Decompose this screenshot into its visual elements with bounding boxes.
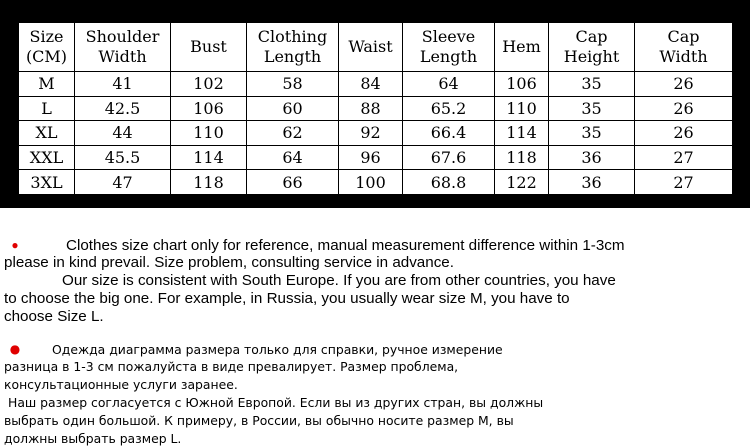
table-cell: 60 [247, 96, 339, 121]
table-cell: 62 [247, 121, 339, 146]
table-cell: 26 [635, 72, 733, 97]
table-cell: 36 [549, 145, 635, 170]
size-label-cell: M [19, 72, 75, 97]
table-cell: 36 [549, 170, 635, 195]
table-cell: 47 [75, 170, 171, 195]
table-cell: 106 [495, 72, 549, 97]
table-header-cell: Cap Height [549, 23, 635, 72]
size-notes [4, 236, 746, 448]
table-cell: 122 [495, 170, 549, 195]
table-cell: 88 [339, 96, 403, 121]
table-cell: 92 [339, 121, 403, 146]
table-row [19, 145, 733, 170]
table-cell: 42.5 [75, 96, 171, 121]
table-header-cell: Shoulder Width [75, 23, 171, 72]
table-cell: 35 [549, 96, 635, 121]
table-cell: 67.6 [403, 145, 495, 170]
table-header-cell: Hem [495, 23, 549, 72]
table-header-cell: Sleeve Length [403, 23, 495, 72]
table-cell: 68.8 [403, 170, 495, 195]
table-cell: 96 [339, 145, 403, 170]
table-header-cell: Cap Width [635, 23, 733, 72]
table-cell: 27 [635, 145, 733, 170]
table-cell: 65.2 [403, 96, 495, 121]
table-cell: 118 [495, 145, 549, 170]
table-row [19, 72, 733, 97]
table-cell: 110 [171, 121, 247, 146]
note-ru-line-5: выбрать один большой. К примеру, в России, вы обычно носите размер M, вы [4, 413, 514, 428]
table-cell: 64 [403, 72, 495, 97]
note-en-line-3: Our size is consistent with South Europe. If you are from other countries, you have [62, 272, 616, 289]
table-cell: 26 [635, 96, 733, 121]
size-label-cell: XXL [19, 145, 75, 170]
table-cell: 114 [171, 145, 247, 170]
table-body [19, 72, 733, 195]
table-cell: 35 [549, 72, 635, 97]
note-ru-line-6: должны выбрать размер L. [4, 431, 182, 446]
size-label-cell: L [19, 96, 75, 121]
table-row [19, 121, 733, 146]
bullet-icon: ● [9, 342, 21, 356]
note-en-line-1: ● Clothes size chart only for reference, manual measurement difference within 1-3cm [4, 236, 746, 254]
note-en-line-2: please in kind prevail. Size problem, consulting service in advance. [4, 254, 454, 271]
note-ru-line-4: Наш размер согласуется с Южной Европой. Если вы из других стран, вы должны [8, 395, 544, 410]
table-cell: 84 [339, 72, 403, 97]
note-en-line-4: to choose the big one. For example, in Russia, you usually wear size M, you have to [4, 290, 570, 307]
note-en-line-5: choose Size L. [4, 308, 104, 325]
table-header-row [19, 23, 733, 72]
table-cell: 58 [247, 72, 339, 97]
table-header-cell: Size (CM) [19, 23, 75, 72]
bullet-icon: ● [11, 238, 19, 252]
table-header-cell: Clothing Length [247, 23, 339, 72]
table-cell: 45.5 [75, 145, 171, 170]
table-cell: 41 [75, 72, 171, 97]
table-cell: 26 [635, 121, 733, 146]
table-cell: 44 [75, 121, 171, 146]
table-cell: 102 [171, 72, 247, 97]
note-ru-line-2: разница в 1-3 см пожалуйста в виде превалирует. Размер проблема, [4, 359, 459, 374]
table-header-cell: Bust [171, 23, 247, 72]
table-cell: 35 [549, 121, 635, 146]
size-label-cell: XL [19, 121, 75, 146]
note-ru-line-3: консультационные услуги заранее. [4, 377, 238, 392]
table-cell: 110 [495, 96, 549, 121]
size-label-cell: 3XL [19, 170, 75, 195]
table-cell: 114 [495, 121, 549, 146]
table-cell: 106 [171, 96, 247, 121]
table-row [19, 170, 733, 195]
table-cell: 64 [247, 145, 339, 170]
table-cell: 118 [171, 170, 247, 195]
note-ru-line-1: ● Одежда диаграмма размера только для справки, ручное измерение [4, 340, 746, 358]
table-header-cell: Waist [339, 23, 403, 72]
size-chart-table [18, 22, 733, 195]
table-cell: 66.4 [403, 121, 495, 146]
table-row [19, 96, 733, 121]
table-cell: 27 [635, 170, 733, 195]
table-cell: 66 [247, 170, 339, 195]
table-cell: 100 [339, 170, 403, 195]
